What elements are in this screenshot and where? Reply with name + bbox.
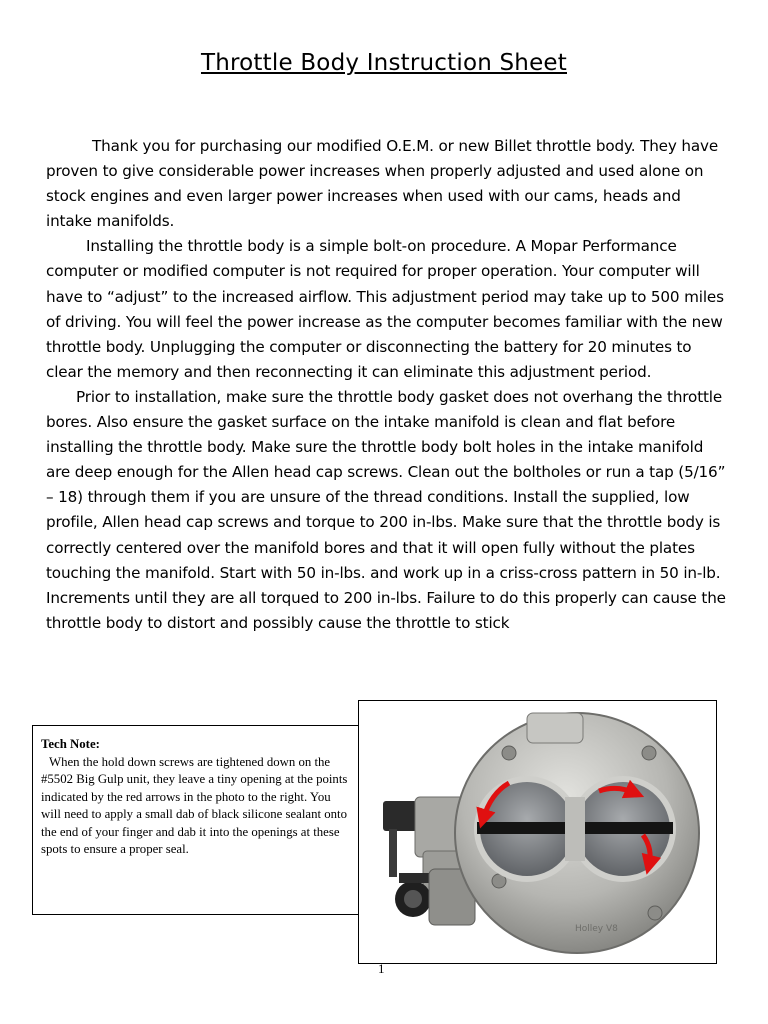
paragraph-intro: Thank you for purchasing our modified O.E.M. or new Billet throttle body. They have proven to give considerable power increases when properly adjusted and used alone on stock engines and even larger power increases when used with our cams, heads and intake manifolds. [46, 137, 719, 231]
casting-lettering: Holley V8 [575, 924, 618, 934]
paragraph-prior-installation: Prior to installation, make sure the throttle body gasket does not overhang the throttle bores. Also ensure the gasket surface on the intake manifold is clean and flat before installing the throttle body. Make sure the throttle body bolt holes in the intake manifold are deep enough for the Allen head cap screws. Clean out the boltholes or run a tap (5/16” – 18) through them if you are unsure of the thread conditions. Install the supplied, low profile, Allen head cap screws and torque to 200 in-lbs. Make sure that the throttle body is correctly centered over the manifold bores and that it will open fully without the plates touching the manifold. Start with 50 in-lbs. and work up in a criss-cross pattern in 50 in-lb. Increments until they are all torqued to 200 in-lbs. Failure to do this properly can cause the throttle body to distort and possibly cause the throttle to stick [46, 387, 726, 632]
tech-note-text: When the hold down screws are tightened down on the #5502 Big Gulp unit, they leave a tiny opening at the points indicated by the red arrows in the photo to the right. You will need to apply a small dab of black silicone sealant onto the end of your finger and dab it into the openings at these spots to ensure a proper seal. [41, 754, 348, 856]
document-title: Throttle Body Instruction Sheet [200, 50, 567, 76]
throttle-body-photo [358, 700, 717, 964]
body-text [46, 134, 726, 636]
page-number: 1 [378, 961, 385, 976]
throttle-body-illustration [359, 701, 716, 963]
paragraph-installation: Installing the throttle body is a simple bolt-on procedure. A Mopar Performance computer or modified computer is not required for proper operation. Your computer will have to “adjust” to the increased airflow. This adjustment period may take up to 500 miles of driving. You will feel the power increase as the computer becomes familiar with the new throttle body. Unplugging the computer or disconnecting the battery for 20 minutes to clear the memory and then reconnecting it can eliminate this adjustment period. [46, 237, 724, 381]
tech-note-box [32, 725, 362, 915]
tech-note-heading: Tech Note: [41, 737, 100, 751]
